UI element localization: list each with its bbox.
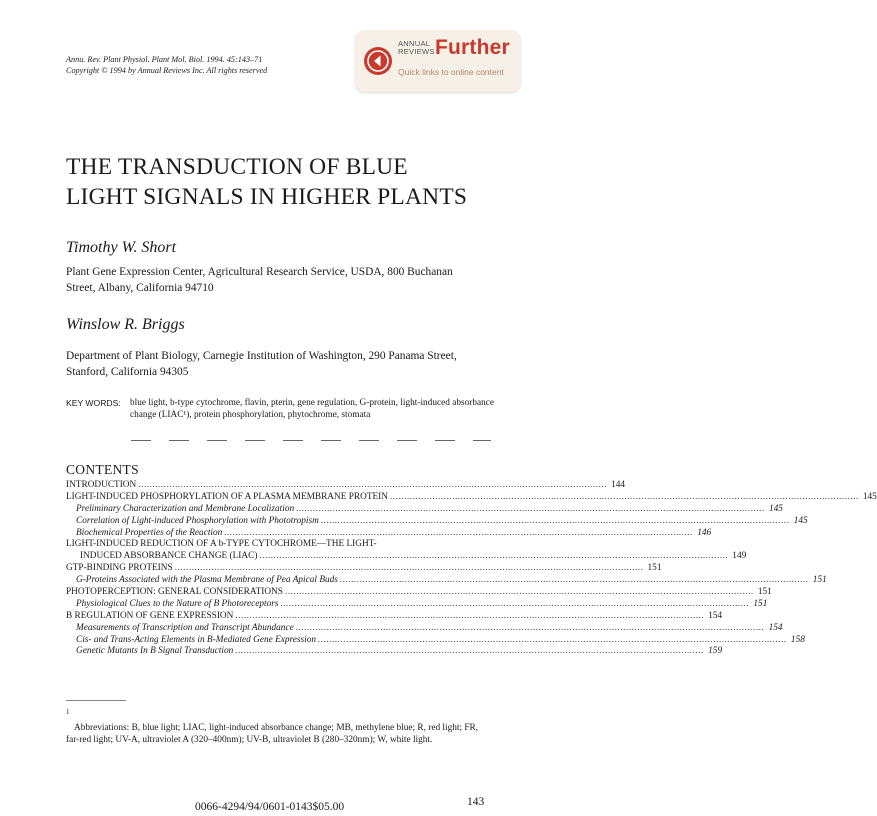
- dashed-divider: [131, 440, 491, 441]
- toc-leader-dots: [175, 563, 644, 575]
- keywords: [66, 398, 496, 421]
- toc-entry-page: 151: [753, 598, 768, 609]
- toc-leader-dots: [340, 575, 809, 587]
- toc-entry-page: 151: [647, 563, 662, 574]
- footnote-text: Abbreviations: B, blue light; LIAC, light-induced absorbance change; MB, methylene blue; R, red light; FR, far-red light; UV-A, ultraviolet A (320–400nm); UV-B, ultraviolet B (280–320nm); W, white light.: [66, 723, 479, 745]
- toc-entry-page: 151: [812, 575, 827, 586]
- toc-leader-dots: [235, 646, 704, 658]
- toc-entry[interactable]: [66, 598, 768, 611]
- toc-entry[interactable]: [66, 480, 626, 492]
- toc-entry-page: 145: [862, 491, 877, 502]
- toc-entry-page: 145: [769, 503, 783, 514]
- toc-entry-title: G-Proteins Associated with the Plasma Membrane of Pea Apical Buds: [76, 575, 338, 586]
- keywords-text: blue light, b-type cytochrome, flavin, pterin, gene regulation, G-protein, light-induced absorbance change (LIAC¹), protein phosphorylation, phytochrome, stomata: [130, 398, 495, 420]
- toc-entry-page: 144: [611, 480, 626, 490]
- toc-entry-title: LIGHT-INDUCED REDUCTION OF A b-TYPE CYTOCHROME—THE LIGHT-: [66, 539, 377, 550]
- toc-leader-dots: [259, 551, 728, 563]
- annual-reviews-label: ANNUAL REVIEWS: [398, 39, 435, 56]
- toc-entry-page: 151: [757, 587, 772, 598]
- toc-entry[interactable]: [66, 646, 723, 658]
- toc-entry-title: LIGHT-INDUCED PHOSPHORYLATION OF A PLASMA MEMBRANE PROTEIN: [66, 491, 388, 502]
- toc-entry-page: 158: [790, 634, 805, 645]
- toc-entry[interactable]: [66, 563, 662, 575]
- toc-entry[interactable]: [66, 551, 747, 563]
- toc-leader-dots: [321, 516, 790, 528]
- toc-entry-title: Cis- and Trans-Acting Elements in B-Mediated Gene Expression: [76, 634, 317, 645]
- further-badge[interactable]: [355, 30, 521, 92]
- toc-entry[interactable]: [66, 491, 877, 504]
- toc-leader-dots: [235, 611, 704, 623]
- toc-leader-dots: [285, 587, 754, 599]
- toc-leader-dots: [296, 504, 765, 516]
- toc-entry-page: 146: [697, 527, 712, 538]
- toc-entry-page: 149: [732, 551, 747, 562]
- toc-entry-title: B REGULATION OF GENE EXPRESSION: [66, 610, 234, 621]
- toc-entry-title: Genetic Mutants In B Signal Transduction: [76, 646, 234, 657]
- toc-entry-title: Preliminary Characterization and Membrane Localization: [76, 503, 295, 514]
- toc-leader-dots: [138, 480, 607, 492]
- toc-leader-dots: [318, 635, 787, 647]
- further-label: Further: [435, 36, 510, 59]
- toc-leader-dots: [281, 599, 750, 611]
- toc-entry-title: INDUCED ABSORBANCE CHANGE (LIAC): [80, 551, 258, 562]
- toc-entry-page: 154: [768, 622, 783, 633]
- toc-leader-dots: [224, 528, 693, 540]
- toc-entry[interactable]: [66, 634, 805, 647]
- journal-header: [66, 54, 267, 76]
- table-of-contents: [66, 480, 877, 658]
- toc-entry-page: 159: [708, 646, 723, 657]
- toc-entry-title: Physiological Clues to the Nature of B Photoreceptors: [76, 598, 279, 609]
- toc-leader-dots: [296, 623, 765, 635]
- author-affiliation: Plant Gene Expression Center, Agricultural Research Service, USDA, 800 Buchanan Street, Albany, California 94710: [66, 266, 453, 294]
- arrow-left-icon: [364, 47, 392, 75]
- toc-entry-title: Biochemical Properties of the Reaction: [76, 527, 223, 538]
- toc-entry-title: GTP-BINDING PROTEINS: [66, 563, 173, 574]
- toc-entry[interactable]: [66, 515, 808, 528]
- footnote-number: 1: [66, 708, 70, 716]
- toc-entry-title: PHOTOPERCEPTION: GENERAL CONSIDERATIONS: [66, 587, 283, 598]
- toc-entry-title: Measurements of Transcription and Transcript Abundance: [76, 622, 294, 633]
- citation-line: Annu. Rev. Plant Physiol. Plant Mol. Biol. 1994. 45:143–71: [66, 55, 263, 64]
- author-name: Timothy W. Short: [66, 239, 177, 256]
- footnote-rule: [66, 700, 126, 701]
- toc-entry[interactable]: [66, 610, 723, 623]
- badge-tagline: Quick links to online content: [398, 67, 504, 77]
- keywords-label: KEY WORDS:: [66, 398, 121, 408]
- toc-entry[interactable]: [66, 527, 712, 540]
- issn-line: 0066-4294/94/0601-0143$05.00: [195, 801, 345, 813]
- copyright-line: Copyright © 1994 by Annual Reviews Inc. All rights reserved: [66, 66, 268, 75]
- toc-entry[interactable]: [66, 587, 772, 599]
- contents-heading: CONTENTS: [66, 462, 139, 477]
- page-number: 143: [467, 796, 485, 808]
- toc-entry[interactable]: [66, 622, 783, 635]
- toc-leader-dots: [390, 492, 859, 504]
- toc-entry[interactable]: [66, 539, 488, 551]
- toc-entry-title: INTRODUCTION: [66, 480, 137, 490]
- toc-entry-title: Correlation of Light-induced Phosphorylation with Phototropism: [76, 515, 319, 526]
- toc-entry[interactable]: [66, 575, 827, 587]
- toc-entry-page: 145: [793, 515, 808, 526]
- toc-entry-page: 154: [708, 610, 723, 621]
- article-title: THE TRANSDUCTION OF BLUE LIGHT SIGNALS IN HIGHER PLANTS: [66, 154, 468, 210]
- author-affiliation: Department of Plant Biology, Carnegie Institution of Washington, 290 Panama Street, Stanford, California 94305: [66, 350, 457, 378]
- toc-entry[interactable]: [66, 503, 783, 516]
- author-name: Winslow R. Briggs: [66, 316, 185, 333]
